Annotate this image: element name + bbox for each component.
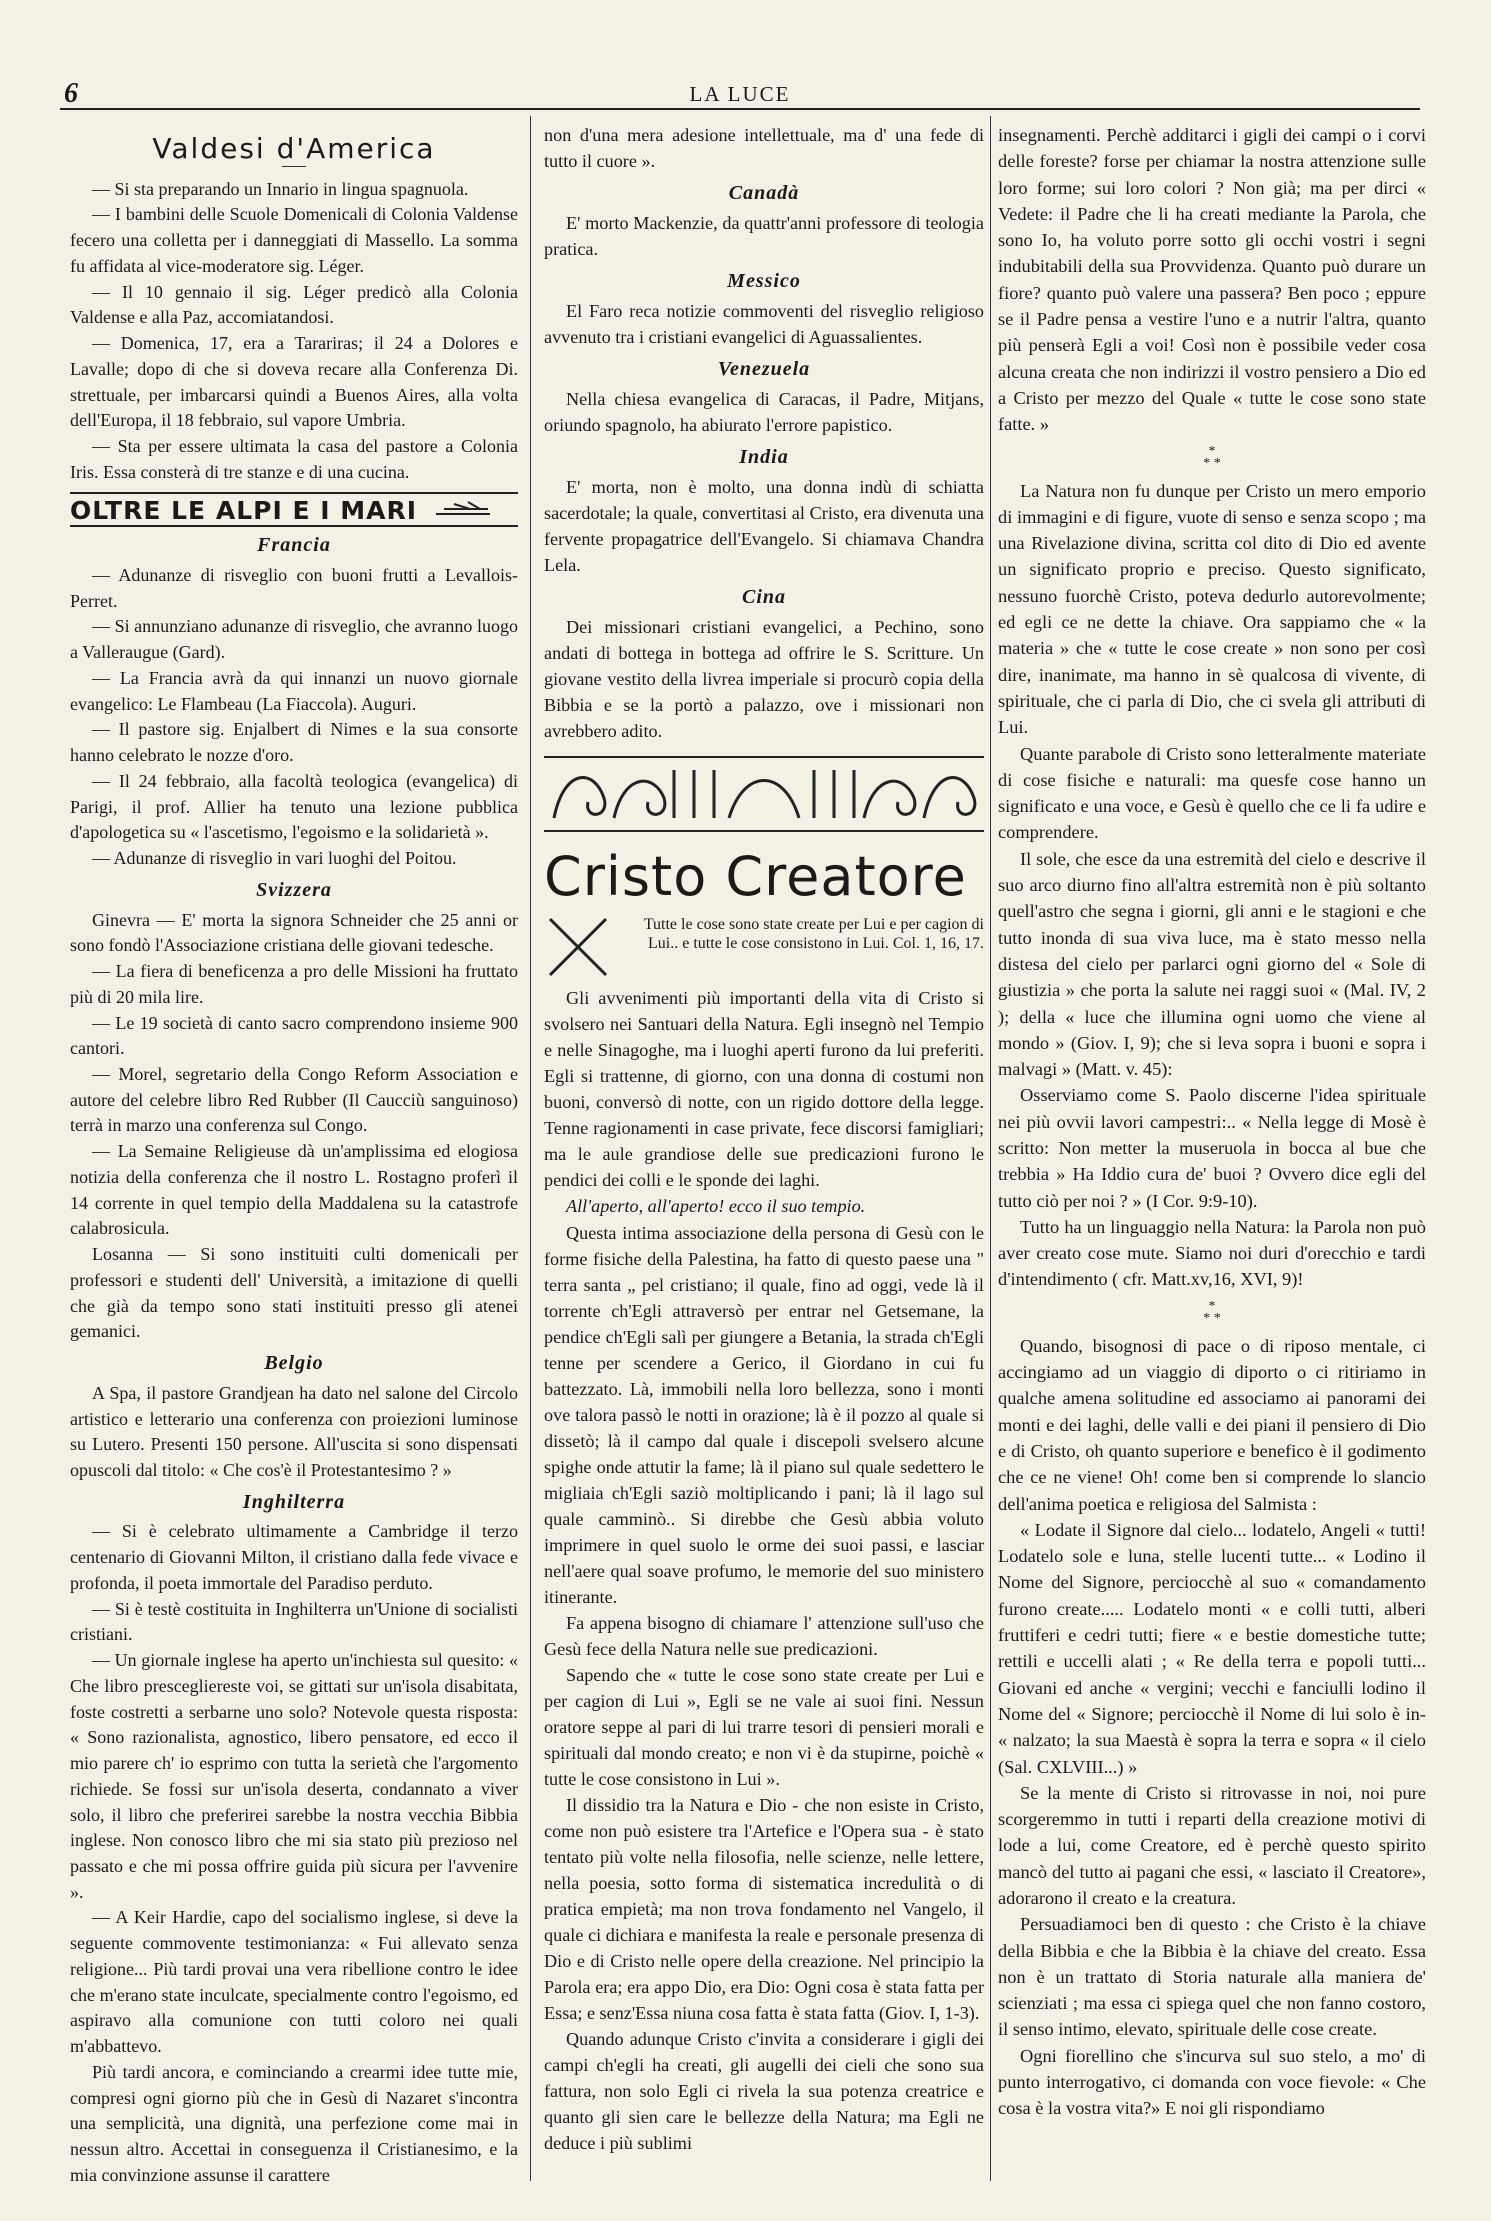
paragraph: Questa intima associazione della persona di Gesù con le forme fisiche della Palestina, ha fatto di questo paese una " terra santa „ pel cristiano; il quale, fino ad oggi, vede là il torrente ch'Egli attraversò per entrar nel Getsemane, la pendice ch'Egli salì per giungere a Betania, la strada ch'Egli tenne per scendere a Gerico, il Giordano in cui fu battezzato. Là, immobili nella loro bellezza, sono i monti ove talora passò le notti in orazione; là è il pozzo al quale si dissetò; là il campo dal quale i discepoli svelsero alcune spighe onde attutir la fame; là il piano sul quale sedettero le migliaia ch'Egli saziò moltiplicando i pani; là il lago sul quale camminò.. Si direbbe che Gesù abbia voluto imprimere in quel suolo le orme dei suoi passi, e lasciar nell'aere qual soave profumo, le memorie del suo ministero itinerante. — [544, 1222, 984, 1607]
paragraph: Quando adunque Cristo c'invita a considerare i gigli dei campi ch'egli ha creati, gli augelli dei cieli che sono sua fattura, non solo Egli ci rivela la sua potenza creatrice e quanto gli sien care le bellezze della Natura; ma Egli ne deduce i più sublimi — [544, 2028, 984, 2154]
paragraph: Gli avvenimenti più importanti della vita di Cristo si svolsero nei Santuari della Natura. Egli insegnò nel Tempio e nelle Sinagoghe, ma i luoghi aperti furono da lui preferiti. Egli si trattenne, di giorno, con una donna di costumi non buoni, conversò di notte, con un rigido dottore della legge. Tenne ragionamenti in case private, fece discorsi famigliari; ma le aule grandiose delle sue predicazioni furono le pendici dei colli e le sponde dei laghi. — [544, 988, 984, 1191]
header-rule — [60, 108, 1420, 110]
decorative-ornament-icon — [544, 756, 984, 832]
section-banner — [70, 492, 518, 528]
paragraph: Ogni fiorellino che s'incurva sul suo stelo, a mo' di punto interrogativo, ci domanda con voce fievole: « Che cosa è la vostra vita?» E noi gli rispondiamo — [998, 2045, 1426, 2119]
paragraph: — Sta per essere ultimata la casa del pastore a Colonia Iris. Essa consterà di tre stanze e di una cucina. — [70, 436, 518, 482]
paragraph: All'aperto, all'aperto! ecco il suo tempio. — [566, 1196, 866, 1217]
paragraph: — La fiera di beneficenza a pro delle Missioni ha fruttato più di 20 mila lire. — [70, 961, 518, 1007]
paragraph: Osserviamo come S. Paolo discerne l'idea spirituale nei più ovvii lavori campestri:.. « Nella legge di Mosè è scritto: Non metter la museruola in bocca al bue che trebbia » Ha Iddio cura de' buoi ? Ovvero dice egli del tutto ciò per noi ? » (I Cor. 9:9-10). — [998, 1085, 1426, 1211]
newspaper-title: LA LUCE — [689, 82, 791, 106]
paragraph: Più tardi ancora, e cominciando a crearmi idee tutte mie, compresi ogni giorno più che in Gesù di Nazaret s'incontra una semplicità, una dignità, una perfezione come mai in nessun altro. Accettai in conseguenza il Cristianesimo, e la mia convinzione assunse il carattere — [70, 2061, 518, 2185]
section-title-canada: Canadà — [728, 182, 800, 205]
paragraph: Se la mente di Cristo si ritrovasse in noi, noi pure scorgeremmo in tutti i reparti della creazione motivi di lode a lui, come Creatore, ed è perchè questo spirito mancò del tutto ai pagani che essi, « lasciato il Creatore», adorarono il creato e la creatura. — [998, 1782, 1426, 1908]
paragraph: E' morto Mackenzie, da quattr'anni professore di teologia pratica. — [544, 213, 984, 260]
paragraph: Quante parabole di Cristo sono letteralmente materiate di cose fisiche e naturali: ma quesfe cose hanno un significato e una voce, e Gesù è quello che ce li fa udire e comprendere. — [998, 743, 1426, 843]
quotation: « Lodate il Signore dal cielo... lodatelo, Angeli « tutti! Lodatelo sole e luna, stelle lucenti tutte... « Lodino il Nome del Signore, perciocchè al suo « comandamento furono create..... Lodatelo monti « e colli tutti, alberi fruttiferi e cedri tutti; fiere « e bestie domestiche tutte; rettili e uccelli alati ; « Re della terra e popoli tutti... Giovani ed anche « vergini; vecchi e fanciulli lodino il Nome del « Signore; perciocchè il Nome di lui solo è in- « nalzato; la sua Maestà è sopra la terra e sopra « il cielo (Sal. CXLVIII...) » — [998, 1519, 1426, 1777]
section-title-belgio: Belgio — [264, 1352, 324, 1375]
section-title-venezuela: Venezuela — [717, 358, 811, 381]
column-3 — [998, 122, 1426, 2122]
paragraph: La Natura non fu dunque per Cristo un mero emporio di immagini e di figure, vuote di senso e senza scopo ; ma una Rivelazione divina, scritta col dito di Dio ed avente un significato proprio e preciso. Questo significato, nessuno fuorchè Cristo, poteva dedurlo autorevolmente; ed egli ce ne dette la chiave. Ora sappiamo che « la materia » che « tutte le cose create » non sono per così dire, inanimate, ma hanno in sè qualcosa di vivente, di spirituale, che ci parla di Dio, che ci svela gli attributi di Lui. — [998, 480, 1426, 738]
paragraph: insegnamenti. Perchè additarci i gigli dei campi o i corvi delle foreste? forse per chiamar la nostra attenzione sulle loro forme; sui loro colori ? Non già; ma per dirci « Vedete: il Padre che li ha creati mediante la Parola, che sono Io, ha voluto porre sotto gli occhi vostri i segni indubitabili della sua Provvidenza. Quanto può durare un fiore? quanto può valere una passera? Ben poco ; eppure se il Padre pensa a vestire l'uno e a nutrir l'altra, quanto più penserà Egli a voi! Così non è possibile veder cosa alcuna creata che non indirizzi il vostro pensiero a Dio ed a Cristo per mezzo del Quale « tutte le cose sono state fatte. » — [998, 125, 1426, 435]
paragraph: — Si è testè costituita in Inghilterra un'Unione di socialisti cristiani. — [70, 1598, 518, 1645]
column-divider — [530, 116, 531, 2181]
section-title-cina: Cina — [741, 586, 787, 609]
asterism-icon: * * * — [1203, 443, 1221, 471]
paragraph: — La Francia avrà da qui innanzi un nuovo giornale evangelico: Le Flambeau (La Fiaccola). Auguri. — [70, 667, 518, 714]
paragraph: Ginevra — E' morta la signora Schneider che 25 anni or sono fondò l'Associazione cristiana delle giovani tedesche. — [70, 909, 518, 956]
banner-title: OLTRE LE ALPI E I MARI — [70, 495, 418, 525]
ornament-icon — [434, 498, 494, 520]
paragraph: Dei missionari cristiani evangelici, a Pechino, sono andati di bottega in bottega ad offrire le S. Scritture. Un giovane vestito della livrea imperiale si procurò copia della Bibbia e se la portò a palazzo, ove i missionari non avrebbero adito. — [544, 617, 984, 742]
column-1 — [70, 122, 518, 2189]
section-title-francia: Francia — [257, 534, 331, 557]
paragraph: Nella chiesa evangelica di Caracas, il Padre, Mitjans, oriundo spagnolo, ha abiurato l'errore papistico. — [544, 389, 984, 436]
paragraph: — Adunanze di risveglio con buoni frutti a Levallois-Perret. — [70, 565, 518, 611]
paragraph: Quando, bisognosi di pace o di riposo mentale, ci accingiamo ad un viaggio di diporto o ci ritiriamo in qualche amena solitudine ed associamo ai panorami dei monti e dei laghi, delle valli e dei piani il pensiero di Dio e di Cristo, oh quanto superiore e benefico è il godimento che ce ne viene! Oh! come ben si comprende lo slancio dell'anima poetica e religiosa del Salmista : — [998, 1335, 1426, 1514]
paragraph: El Faro reca notizie commoventi del risveglio religioso avvenuto tra i cristiani evangelici di Aguassalientes. — [544, 301, 984, 348]
paragraph: — A Keir Hardie, capo del socialismo inglese, si deve la seguente commovente testimonianza: « Fui allevato senza religione... Più tardi provai una vera ribellione contro le idee che m'erano state inculcate, specialmente contro l'egoismo, ed aspiravo alla comunione con tutti coloro nei quali m'abbattevo. — [70, 1907, 518, 2057]
paragraph: Sapendo che « tutte le cose sono state create per Lui e per cagion di Lui », Egli se ne vale ai suoi fini. Nessun oratore seppe al pari di lui trarre tesori di pensieri morali e spirituali dal mondo creato; e non vi è da stupirne, poichè « tutte le cose consistono in Lui ». — [544, 1664, 984, 1789]
paragraph: Persuadiamoci ben di questo : che Cristo è la chiave della Bibbia e che la Bibbia è la chiave del creato. Essa non è un trattato di Storia naturale alla maniera de' scienziati ; ma essa ci spiega quel che non fanno costoro, il senso intimo, elevato, spirituale delle cose create. — [998, 1914, 1426, 2040]
drop-cap-x-icon — [544, 915, 614, 979]
paragraph: E' morta, non è molto, una donna indù di schiatta sacerdotale; la quale, convertitasi al Cristo, era divenuta una fervente propagatrice dell'Evangelo. Si chiamava Chandra Lela. — [544, 477, 984, 576]
page-number: 6 — [64, 78, 78, 109]
section-title-inghilterra: Inghilterra — [242, 1490, 346, 1513]
section-title-india: India — [739, 446, 789, 469]
epigraph — [544, 915, 984, 979]
paragraph: — Il pastore sig. Enjalbert di Nimes e la sua consorte hanno celebrato le nozze d'oro. — [70, 719, 518, 766]
paragraph: — Il 24 febbraio, alla facoltà teologica (evangelica) di Parigi, il prof. Allier ha tenuto una lezione pubblica d'apologetica su « l'ascetismo, l'egoismo e la solidarietà ». — [70, 770, 518, 843]
paragraph: — Si sta preparando un Innario in lingua spagnuola. — [92, 178, 469, 199]
section-title-valdesi: Valdesi d'America — [152, 132, 436, 165]
paragraph: Losanna — Si sono instituiti culti domenicali per professori e studenti dell' Università, a imitazione di quelli che già da tempo sono stati instituiti presso gli atenei gemanici. — [70, 1244, 518, 1342]
paragraph: — La Semaine Religieuse dà un'amplissima ed elogiosa notizia della conferenza che il nostro L. Rostagno proferì il 14 corrente in quel tempio della Maddalena su la catastrofe calabrosicula. — [70, 1141, 518, 1239]
paragraph: — Domenica, 17, era a Tarariras; il 24 a Dolores e Lavalle; dopo di che si doveva recare alla Conferenza Di. strettuale, per imbarcarsi quindi a Buenos Aires, alla volta dell'Europa, il 18 febbraio, sul vapore Umbria. — [70, 333, 518, 431]
paragraph: A Spa, il pastore Grandjean ha dato nel salone del Circolo artistico e letterario una conferenza con proiezioni luminose su Lutero. Presenti 150 persone. All'uscita si sono dispensati opuscoli dal titolo: « Che cos'è il Protestantesimo ? » — [70, 1382, 518, 1480]
paragraph: Il sole, che esce da una estremità del cielo e descrive il suo arco diurno fino all'altra estremità non è più soltanto quell'astro che segna i giorni, gli anni e le stagioni e che tutto inonda di sua viva luce, ma è stato messo nella distesa del cielo per parlarci ogni giorno del « Sole di giustizia » che porta la salute nei raggi suoi « (Mal. IV, 2 ); della « luce che illumina ogni uomo che viene al mondo » (Giov. I, 9); che si leva sopra i buoni e sopra i malvagi » (Matt. v. 45): — [998, 848, 1426, 1080]
section-title-svizzera: Svizzera — [256, 878, 332, 901]
paragraph: — Adunanze di risveglio in vari luoghi del Poitou. — [92, 848, 457, 869]
paragraph: — Il 10 gennaio il sig. Léger predicò alla Colonia Valdense e alla Paz, accomiatandosi. — [70, 281, 518, 328]
paragraph: — Si è celebrato ultimamente a Cambridge il terzo centenario di Giovanni Milton, il cristiano dalla fede vivace e profonda, il poeta immortale del Paradiso perduto. — [70, 1521, 518, 1593]
column-divider — [990, 116, 991, 2181]
column-2 — [544, 122, 984, 2156]
paragraph: Fa appena bisogno di chiamare l' attenzione sull'uso che Gesù fece della Natura nelle sue predicazioni. — [544, 1612, 984, 1659]
epigraph-text: Tutte le cose sono state create per Lui e per cagion di Lui.. e tutte le cose consistono in Lui. Col. 1, 16, 17. — [643, 916, 984, 953]
paragraph: — I bambini delle Scuole Domenicali di Colonia Valdense fecero una colletta per i danneggiati di Massello. La somma fu affidata al vice-moderatore sig. Léger. — [70, 204, 518, 276]
paragraph: — Morel, segretario della Congo Reform Association e autore del celebre libro Red Rubber (Il Caucciù sanguinoso) terrà in marzo una conferenza sul Congo. — [70, 1063, 518, 1136]
paragraph: Il dissidio tra la Natura e Dio - che non esiste in Cristo, come non può esistere tra l'Artefice e l'Opera sua - è stato tentato più volte nella filosofia, nelle scienze, nelle lettere, nella poesia, sotto forma di sistematica incredulità o di pratica empietà; ma non trova fondamento nel Vangelo, il quale ci dichiara e manifesta la reale e personale presenza di Dio e di Cristo nelle opere della creazione. Nel principio la Parola era; era appo Dio, era Dio: Ogni cosa è stata fatta per Essa; e senz'Essa niuna cosa fatta è stata fatta (Giov. I, 1-3). — [544, 1794, 984, 2023]
divider — [282, 166, 306, 167]
asterism-icon: * * * — [1203, 1298, 1221, 1326]
paragraph: — Un giornale inglese ha aperto un'inchiesta sul quesito: « Che libro prescegliereste voi, se gittati sur un'isola disabitata, foste costretti a serbarne uno solo? Notevole questa risposta: « Sono razionalista, agnostico, libero pensatore, ed ecco il mio parere ch' io esprimo con tutta la serietà che l'argomento richiede. Se fossi sur un'isola deserta, condannato a viver solo, il libro che preferirei sarebbe la nostra vecchia Bibbia inglese. Non conosco libro che mi sia stato più prezioso nel passato e che mi possa offrire guida più sicura per l'avvenire ». — [70, 1650, 518, 1902]
section-title-messico: Messico — [727, 270, 801, 293]
paragraph: non d'una mera adesione intellettuale, ma d' una fede di tutto il cuore ». — [544, 125, 984, 172]
article-title: Cristo Creatore — [544, 845, 967, 909]
paragraph: — Si annunziano adunanze di risveglio, che avranno luogo a Valleraugue (Gard). — [70, 616, 518, 663]
paragraph: — Le 19 società di canto sacro comprendono insieme 900 cantori. — [70, 1012, 518, 1059]
paragraph: Tutto ha un linguaggio nella Natura: la Parola non può aver creato cose mute. Siamo noi duri d'orecchio e tardi d'intendimento ( cfr. Matt.xv,16, XVI, 9)! — [998, 1216, 1426, 1290]
page-header — [60, 78, 1420, 108]
